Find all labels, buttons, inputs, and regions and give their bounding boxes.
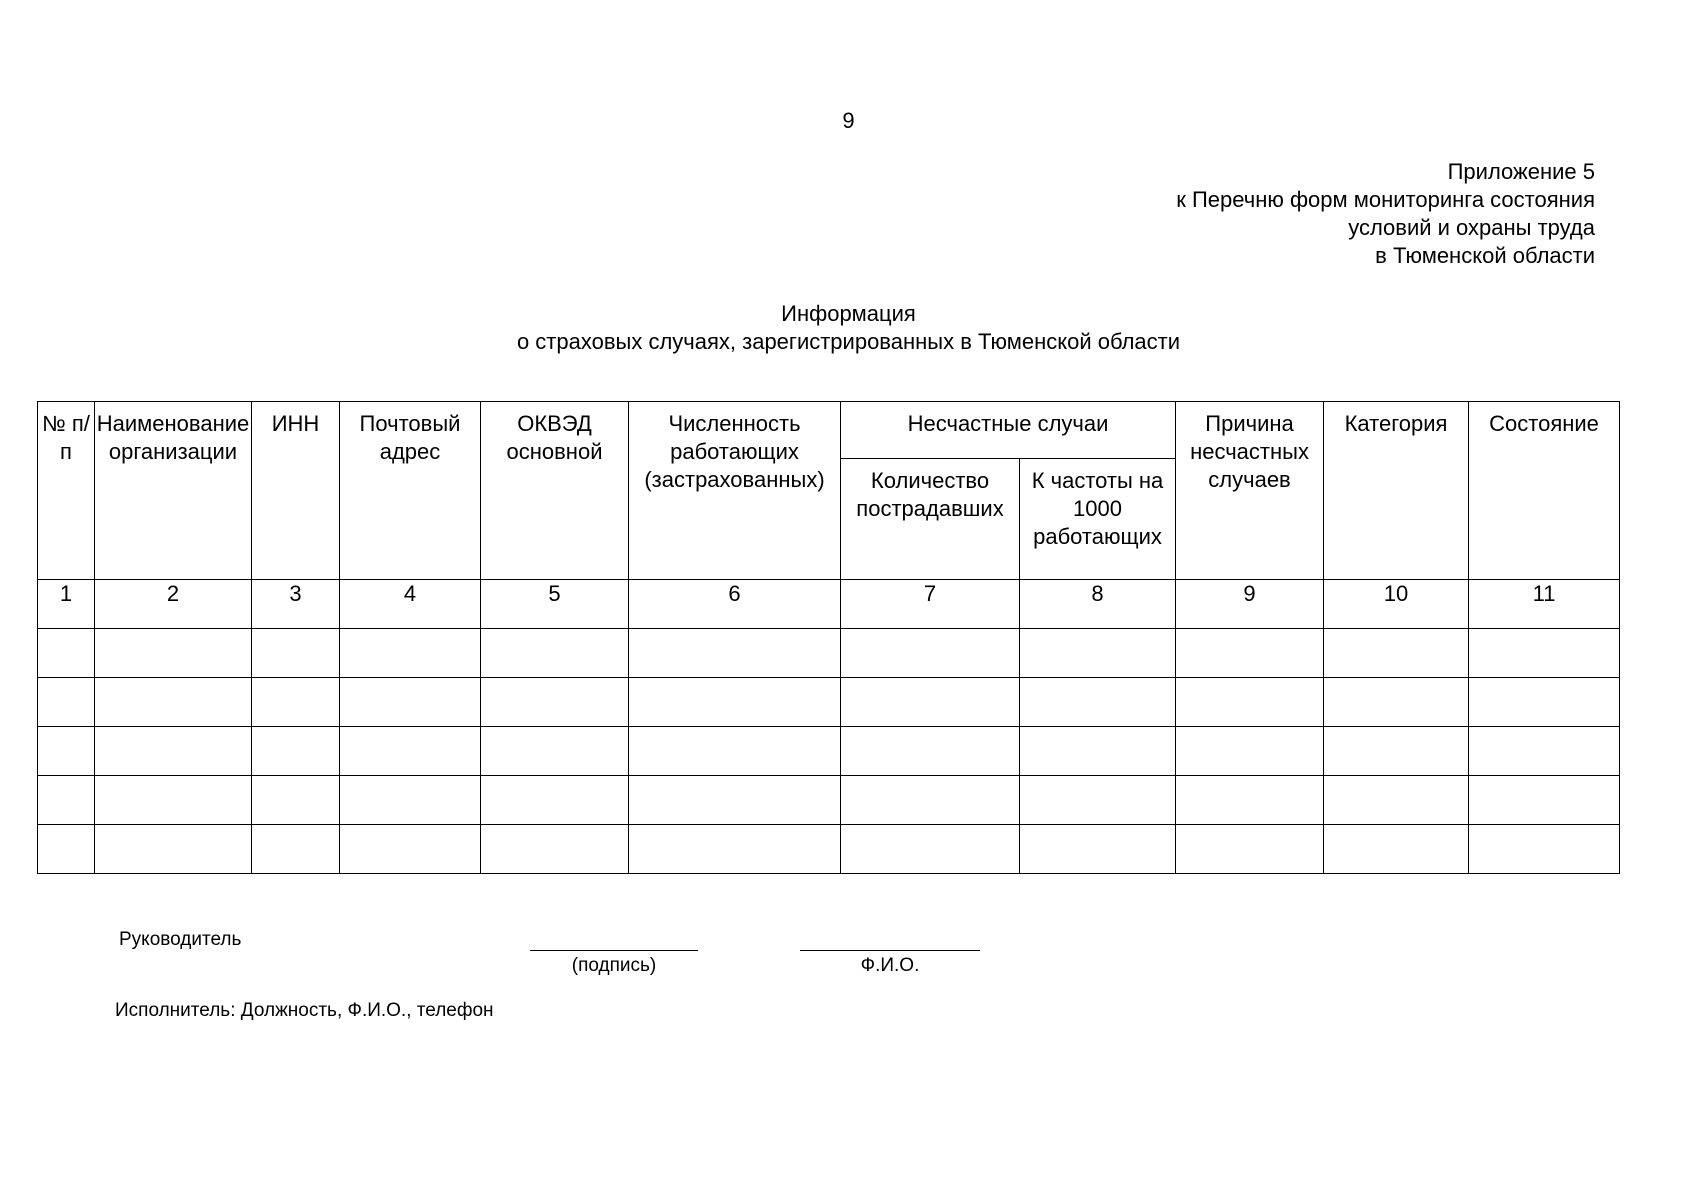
- title-line-2: о страховых случаях, зарегистрированных в Тюменской области: [516, 329, 1181, 354]
- table-cell: [481, 678, 629, 727]
- table-row: [38, 629, 1620, 678]
- appendix-reference: [1176, 158, 1595, 270]
- table-cell: [1324, 776, 1469, 825]
- header-status: Состояние: [1469, 402, 1620, 580]
- name-caption: Ф.И.О.: [860, 955, 920, 976]
- page-number: 9: [842, 108, 855, 133]
- signature-caption: (подпись): [571, 955, 657, 976]
- header-organization-name: Наименование организации: [95, 402, 252, 580]
- title-line-1: Информация: [781, 301, 916, 326]
- table-row: [38, 678, 1620, 727]
- executor-label: Исполнитель: Должность, Ф.И.О., телефон: [115, 1000, 494, 1021]
- table-cell: [629, 678, 841, 727]
- table-cell: [1324, 727, 1469, 776]
- table-cell: [340, 629, 481, 678]
- table-cell: [38, 825, 95, 874]
- table-cell: [1176, 727, 1324, 776]
- document-title: [0, 300, 1697, 356]
- table-cell: [629, 727, 841, 776]
- table-cell: [841, 629, 1020, 678]
- table-cell: [1020, 776, 1176, 825]
- insurance-cases-table: [37, 401, 1620, 874]
- table-cell: [95, 727, 252, 776]
- column-number-row: [38, 580, 1620, 629]
- table-cell: [1324, 678, 1469, 727]
- table-cell: [481, 629, 629, 678]
- column-number: 8: [1020, 580, 1176, 629]
- table-cell: [38, 727, 95, 776]
- table-cell: [1020, 678, 1176, 727]
- table-row: [38, 825, 1620, 874]
- column-number: 4: [340, 580, 481, 629]
- table-cell: [38, 629, 95, 678]
- header-frequency-rate: К частоты на 1000 работающих: [1020, 459, 1176, 580]
- signature-line: [530, 950, 698, 951]
- column-number: 3: [252, 580, 340, 629]
- table-cell: [841, 727, 1020, 776]
- table-row: [38, 727, 1620, 776]
- table-cell: [1469, 727, 1620, 776]
- appendix-line: в Тюменской области: [1375, 243, 1595, 268]
- appendix-line: условий и охраны труда: [1348, 215, 1595, 240]
- table-cell: [1176, 678, 1324, 727]
- header-inn: ИНН: [252, 402, 340, 580]
- header-row-top: [38, 402, 1620, 459]
- table-cell: [629, 629, 841, 678]
- header-workers-count: Численность работающих (застрахованных): [629, 402, 841, 580]
- table-cell: [1020, 727, 1176, 776]
- head-label: Руководитель: [119, 929, 242, 950]
- table-cell: [252, 727, 340, 776]
- table-cell: [340, 825, 481, 874]
- table-cell: [1469, 776, 1620, 825]
- table-cell: [1176, 629, 1324, 678]
- column-number: 2: [95, 580, 252, 629]
- column-number: 9: [1176, 580, 1324, 629]
- table-cell: [95, 629, 252, 678]
- header-okved: ОКВЭД основной: [481, 402, 629, 580]
- column-number: 6: [629, 580, 841, 629]
- table-cell: [252, 629, 340, 678]
- table-cell: [1469, 629, 1620, 678]
- table-cell: [1020, 629, 1176, 678]
- header-number: № п/п: [38, 402, 95, 580]
- table-cell: [1324, 629, 1469, 678]
- table-cell: [481, 776, 629, 825]
- header-category: Категория: [1324, 402, 1469, 580]
- table-cell: [340, 776, 481, 825]
- column-number: 10: [1324, 580, 1469, 629]
- column-number: 7: [841, 580, 1020, 629]
- table-cell: [340, 678, 481, 727]
- table-cell: [340, 727, 481, 776]
- table-cell: [1469, 825, 1620, 874]
- table-cell: [252, 776, 340, 825]
- table-cell: [1176, 776, 1324, 825]
- table-cell: [1176, 825, 1324, 874]
- table-cell: [841, 776, 1020, 825]
- table-cell: [95, 776, 252, 825]
- table-cell: [38, 776, 95, 825]
- table-cell: [38, 678, 95, 727]
- appendix-line: Приложение 5: [1447, 159, 1595, 184]
- column-number: 5: [481, 580, 629, 629]
- table-cell: [841, 678, 1020, 727]
- table-cell: [1020, 825, 1176, 874]
- table-cell: [95, 678, 252, 727]
- header-accidents-group: Несчастные случаи: [841, 402, 1176, 459]
- table-cell: [1469, 678, 1620, 727]
- column-number: 1: [38, 580, 95, 629]
- table-cell: [1324, 825, 1469, 874]
- header-postal-address: Почтовый адрес: [340, 402, 481, 580]
- table-cell: [841, 825, 1020, 874]
- table-cell: [481, 727, 629, 776]
- table-cell: [95, 825, 252, 874]
- table-cell: [252, 678, 340, 727]
- table-cell: [629, 776, 841, 825]
- table-cell: [629, 825, 841, 874]
- header-victims-count: Количество пострадавших: [841, 459, 1020, 580]
- column-number: 11: [1469, 580, 1620, 629]
- name-line: [800, 950, 980, 951]
- table-row: [38, 776, 1620, 825]
- table-cell: [481, 825, 629, 874]
- table-cell: [252, 825, 340, 874]
- appendix-line: к Перечню форм мониторинга состояния: [1176, 187, 1595, 212]
- header-accident-cause: Причина несчастных случаев: [1176, 402, 1324, 580]
